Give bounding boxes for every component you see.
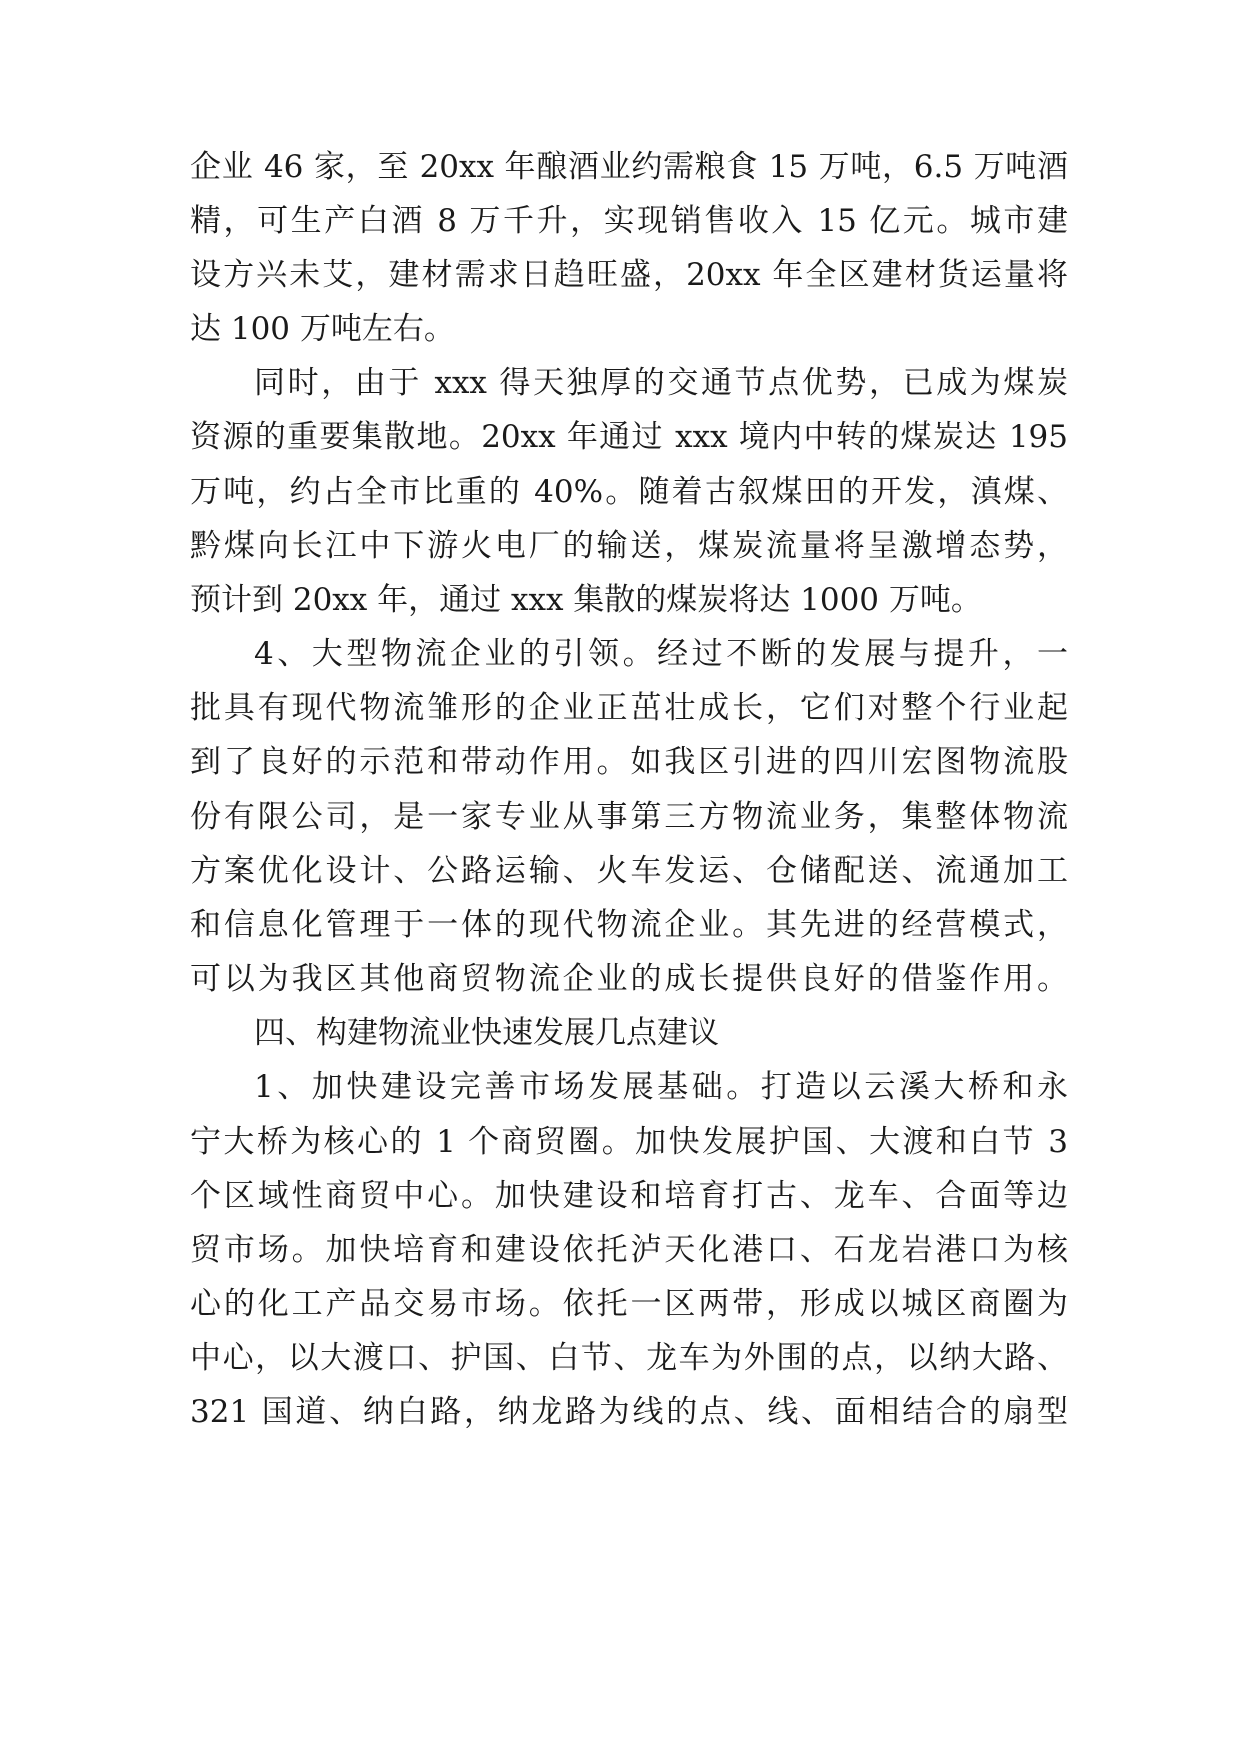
- paragraph-first-line: 1、加快建设完善市场发展基础。打造以云溪大桥和永: [254, 1069, 1068, 1105]
- body-text-line: 宁大桥为核心的 1 个商贸圈。加快发展护国、大渡和白节 3: [190, 1124, 1068, 1160]
- body-text-line: 321 国道、纳白路，纳龙路为线的点、线、面相结合的扇型: [190, 1394, 1068, 1430]
- body-text-line: 资源的重要集散地。20xx 年通过 xxx 境内中转的煤炭达 195: [190, 419, 1068, 455]
- body-text-line: 贸市场。加快培育和建设依托泸天化港口、石龙岩港口为核: [190, 1232, 1068, 1268]
- body-text-line: 达 100 万吨左右。: [190, 311, 455, 347]
- body-text-line: 心的化工产品交易市场。依托一区两带，形成以城区商圈为: [190, 1286, 1068, 1322]
- body-text-line: 和信息化管理于一体的现代物流企业。其先进的经营模式，: [190, 907, 1068, 943]
- body-text-line: 份有限公司，是一家专业从事第三方物流业务，集整体物流: [190, 799, 1068, 835]
- body-text-line: 万吨，约占全市比重的 40%。随着古叙煤田的开发，滇煤、: [190, 474, 1068, 510]
- paragraph-first-line: 4、大型物流企业的引领。经过不断的发展与提升，一: [254, 636, 1068, 672]
- body-text-line: 黔煤向长江中下游火电厂的输送，煤炭流量将呈激增态势，: [190, 528, 1068, 564]
- body-text-line: 到了良好的示范和带动作用。如我区引进的四川宏图物流股: [190, 744, 1068, 780]
- body-text-line: 个区域性商贸中心。加快建设和培育打古、龙车、合面等边: [190, 1178, 1068, 1214]
- body-text-line: 中心，以大渡口、护国、白节、龙车为外围的点，以纳大路、: [190, 1340, 1068, 1376]
- body-text-line: 批具有现代物流雏形的企业正茁壮成长，它们对整个行业起: [190, 690, 1068, 726]
- body-text-line: 可以为我区其他商贸物流企业的成长提供良好的借鉴作用。: [190, 961, 1068, 997]
- section-heading: 四、构建物流业快速发展几点建议: [254, 1015, 719, 1051]
- body-text-line: 方案优化设计、公路运输、火车发运、仓储配送、流通加工: [190, 853, 1068, 889]
- body-text-line: 精，可生产白酒 8 万千升，实现销售收入 15 亿元。城市建: [190, 203, 1068, 239]
- paragraph-first-line: 同时，由于 xxx 得天独厚的交通节点优势，已成为煤炭: [254, 365, 1068, 401]
- body-text-line: 预计到 20xx 年，通过 xxx 集散的煤炭将达 1000 万吨。: [190, 582, 982, 618]
- body-text-line: 设方兴未艾，建材需求日趋旺盛，20xx 年全区建材货运量将: [190, 257, 1068, 293]
- body-text-line: 企业 46 家，至 20xx 年酿酒业约需粮食 15 万吨，6.5 万吨酒: [190, 149, 1068, 185]
